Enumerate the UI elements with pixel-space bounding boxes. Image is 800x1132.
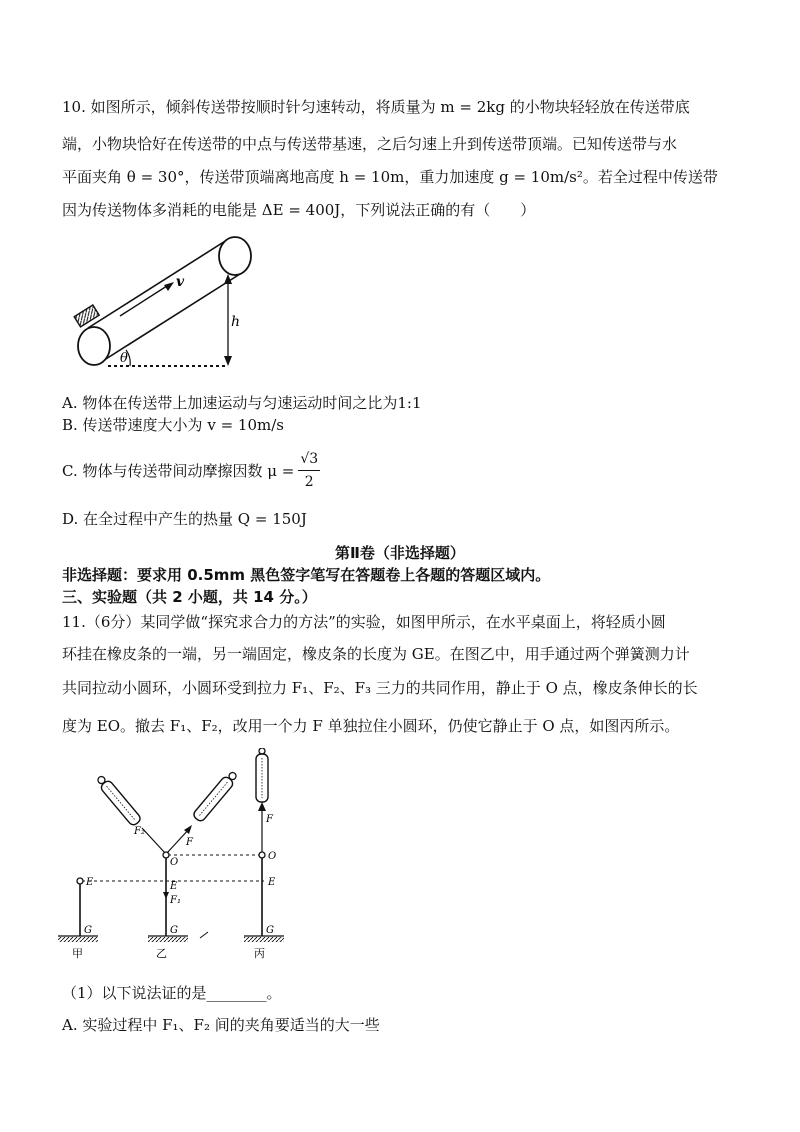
yi-O-label: O [170,857,179,868]
bing-E-label: E [268,877,276,888]
yi-G-label: G [170,925,178,936]
yi-E-label: E [170,881,178,892]
part3-heading: 三、实验题（共 2 小题，共 14 分。） [62,588,317,606]
section2-instruction: 非选择题：要求用 0.5mm 黑色签字笔写在答题卷上各题的答题区域内。 [62,566,551,584]
q11-text-line4: 度为 EO。撤去 F₁、F₂，改用一个力 F 单独拉住小圆环，仍使它静止于 O 点，如图丙所示。 [62,717,680,735]
jia-G-label: G [84,925,92,936]
yi-F2-label: F₂ [134,826,145,837]
q11-sub1-option-a: A. 实验过程中 F₁、F₂ 间的夹角要适当的大一些 [62,1016,380,1034]
q10-text-line2: 端，小物块恰好在传送带的中点与传送带基速，之后匀速上升到传送带顶端。已知传送带与水 [62,135,678,153]
figure-bing [244,748,284,960]
q10-option-d: D. 在全过程中产生的热量 Q = 150J [62,510,307,528]
q10-text-line1: 10. 如图所示，倾斜传送带按顺时针匀速转动，将质量为 m = 2kg 的小物块轻轻放在传送带底 [62,98,690,116]
q10-text-line3: 平面夹角 θ = 30°，传送带顶端离地高度 h = 10m，重力加速度 g = 10m/s²。若全过程中传送带 [62,168,718,186]
q10-option-c-prefix: C. 物体与传送带间动摩擦因数 μ = [62,461,295,480]
jia-E-label: E [86,877,94,888]
mu-numerator: √3 [298,448,320,471]
top-pulley [219,237,251,275]
label-jia: 甲 [72,947,83,960]
figure-jia [58,877,98,960]
q10-option-a: A. 物体在传送带上加速运动与匀速运动时间之比为1:1 [62,394,422,412]
angle-label: θ [120,351,128,366]
bottom-pulley [78,327,110,365]
conveyor-belt-figure [58,228,278,378]
q10-option-c [62,448,320,493]
q10-text-line4: 因为传送物体多消耗的电能是 ΔE = 400J，下列说法正确的有（ ） [62,201,536,219]
velocity-label: v [176,274,185,290]
q10-option-b: B. 传送带速度大小为 v = 10m/s [62,416,284,434]
label-bing: 丙 [254,947,265,960]
q11-text-line2: 环挂在橡皮条的一端，另一端固定，橡皮条的长度为 GE。在图乙中，用手通过两个弹簧测力计 [62,645,690,663]
q11-text-line1: 11.（6分）某同学做“探究求合力的方法”的实验，如图甲所示，在水平桌面上，将轻质小圆 [62,613,666,631]
label-yi: 乙 [156,947,167,960]
height-label: h [231,314,241,330]
bing-F-label: F [266,814,273,825]
mu-fraction [298,448,320,493]
figure-yi [95,769,240,960]
yi-F-label: F [186,837,193,848]
experiment-figure [58,748,308,970]
mu-denominator: 2 [304,474,314,490]
q11-sub1: （1）以下说法证的是________。 [62,984,282,1002]
section2-title: 第Ⅱ卷（非选择题） [335,544,465,562]
yi-F1-label: F₁ [170,895,181,906]
bing-O-label: O [268,851,277,862]
q11-text-line3: 共同拉动小圆环，小圆环受到拉力 F₁、F₂、F₃ 三力的共同作用，静止于 O 点，橡皮条伸长的长 [62,679,698,697]
bing-G-label: G [266,925,274,936]
